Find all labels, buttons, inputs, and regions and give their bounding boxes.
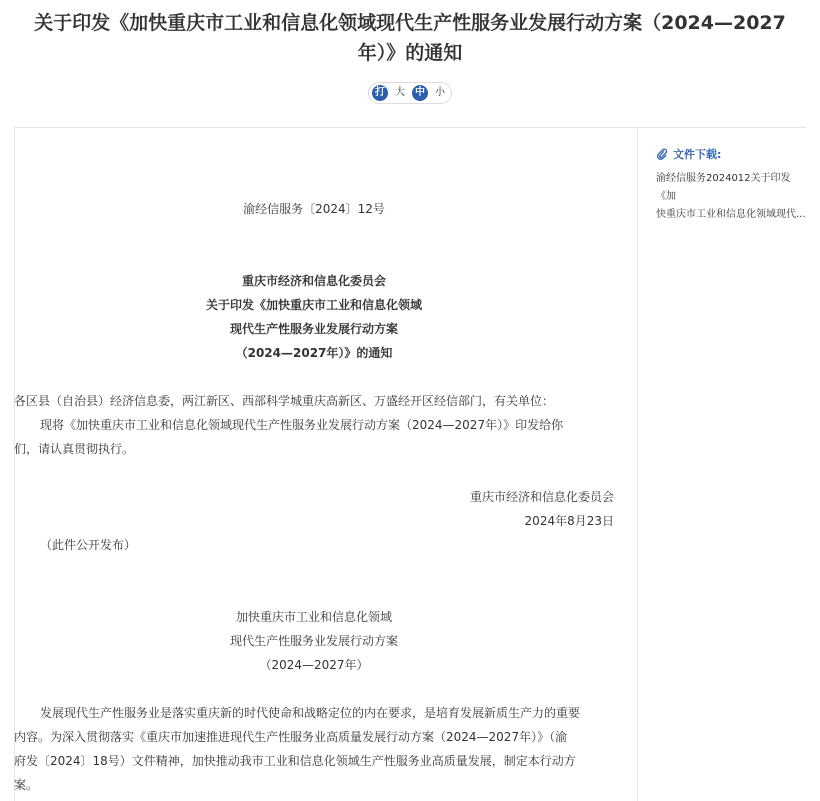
plan-title-line-1: 加快重庆市工业和信息化领域 — [235, 610, 392, 624]
doc-heading-line-1: 重庆市经济和信息化委员会 — [241, 274, 386, 288]
intro-line-4: 案。 — [14, 778, 39, 792]
doc-heading-line-3: 现代生产性服务业发展行动方案 — [229, 322, 398, 336]
page-title — [0, 0, 820, 68]
download-sidebar — [656, 146, 806, 224]
font-medium-button[interactable]: 中 — [412, 85, 428, 101]
plan-title-line-2: 现代生产性服务业发展行动方案 — [229, 634, 398, 648]
title-line-2: 年）》的通知 — [357, 42, 463, 64]
signature-date: 2024年8月23日 — [524, 514, 614, 528]
intro-line-1: 发展现代生产性服务业是落实重庆新的时代使命和战略定位的内在要求，是培育发展新质生产力的重要 — [40, 706, 581, 720]
title-line-1: 关于印发《加快重庆市工业和信息化领域现代生产性服务业发展行动方案（2024—2027 — [34, 12, 786, 34]
download-heading-label: 文件下载: — [673, 148, 722, 161]
publish-note: （此件公开发布） — [40, 538, 137, 552]
body-line-1: 现将《加快重庆市工业和信息化领域现代生产性服务业发展行动方案（2024—2027年）》印发给你 — [40, 418, 564, 432]
download-file-link[interactable] — [656, 170, 806, 224]
intro-line-3: 府发〔2024〕18号）文件精神，加快推动我市工业和信息化领域生产性服务业高质量发展，制定本行动方 — [14, 754, 576, 768]
font-small-button[interactable]: 小 — [435, 87, 445, 98]
file-link-line-1[interactable]: 渝经信服务2024012关于印发《加 — [656, 173, 791, 202]
intro-line-2: 内容。为深入贯彻落实《重庆市加速推进现代生产性服务业高质量发展行动方案（2024—2027年）》（渝 — [14, 730, 568, 744]
paperclip-icon — [656, 148, 668, 160]
plan-title-line-3: （2024—2027年） — [259, 658, 369, 672]
doc-heading-line-2: 关于印发《加快重庆市工业和信息化领域 — [205, 298, 422, 312]
font-print-button[interactable]: 打 — [372, 85, 388, 101]
document-body — [14, 128, 638, 801]
download-heading — [656, 146, 806, 162]
file-link-line-2[interactable]: 快重庆市工业和信息化领域现代... — [656, 209, 806, 220]
font-size-bar — [0, 82, 820, 102]
signature-org: 重庆市经济和信息化委员会 — [469, 490, 614, 504]
recipients: 各区县（自治县）经济信息委，两江新区、西部科学城重庆高新区、万盛经开区经信部门，有关单位： — [14, 394, 555, 408]
doc-number: 渝经信服务〔2024〕12号 — [243, 202, 385, 216]
body-line-2: 们，请认真贯彻执行。 — [14, 442, 135, 456]
font-large-button[interactable]: 大 — [395, 87, 405, 98]
doc-heading-line-4: （2024—2027年）》的通知 — [235, 346, 393, 360]
